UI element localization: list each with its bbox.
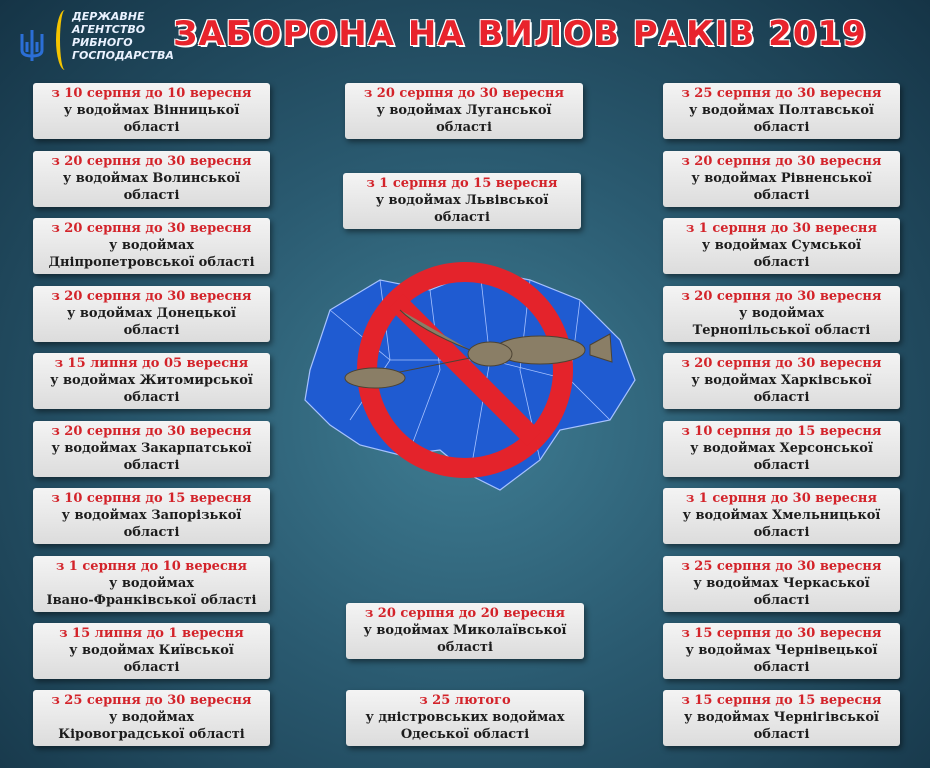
ban-date: з 1 серпня до 10 вересня: [55, 559, 247, 574]
ban-region-line-2: області: [123, 188, 180, 203]
ban-card-right-1: [663, 151, 900, 207]
ban-date: з 10 серпня до 15 вересня: [51, 491, 252, 506]
ban-card-right-3: [663, 286, 900, 342]
ban-card-center-0: [345, 83, 583, 139]
ban-region-line: у водоймах Волинської: [62, 171, 241, 186]
ban-region-line: у водоймах Львівської: [375, 193, 549, 208]
ban-region-line-2: Одеської області: [400, 727, 530, 742]
ban-card-right-9: [663, 690, 900, 746]
ban-card-left-3: [33, 286, 270, 342]
ban-date: з 1 серпня до 30 вересня: [685, 221, 877, 236]
ban-date: з 15 липня до 05 вересня: [54, 356, 249, 371]
ban-card-right-8: [663, 623, 900, 679]
ban-region-line: у водоймах Черкаської: [693, 576, 870, 591]
ban-date: з 25 серпня до 30 вересня: [51, 693, 252, 708]
ban-region-line-2: області: [437, 640, 493, 655]
ban-region-line: у водоймах: [739, 306, 824, 321]
ban-region-line: у водоймах Миколаївської: [363, 623, 567, 638]
ban-card-right-6: [663, 488, 900, 544]
ban-date: з 20 серпня до 30 вересня: [681, 154, 882, 169]
ban-date: з 10 серпня до 15 вересня: [681, 424, 882, 439]
ban-date: з 20 серпня до 30 вересня: [681, 289, 882, 304]
ban-region-line: у водоймах Донецької: [67, 306, 236, 321]
ban-date: з 25 серпня до 30 вересня: [681, 559, 882, 574]
ban-card-center-3: [346, 690, 584, 746]
ban-region-line-2: області: [753, 390, 810, 405]
ban-region-line-2: Кіровоградської області: [58, 727, 245, 742]
ban-card-left-4: [33, 353, 270, 409]
ban-region-line: у водоймах Київської: [69, 643, 234, 658]
ban-date: з 15 липня до 1 вересня: [59, 626, 244, 641]
ban-region-line: у водоймах Вінницької: [63, 103, 240, 118]
ban-region-line: у водоймах Сумської: [701, 238, 862, 253]
ban-region-line: у водоймах: [109, 238, 194, 253]
ban-date: з 15 серпня до 15 вересня: [681, 693, 882, 708]
ban-date: з 25 серпня до 30 вересня: [681, 86, 882, 101]
ban-region-line: у водоймах Херсонської: [690, 441, 873, 456]
ban-region-line-2: області: [753, 593, 810, 608]
ban-region-line-2: області: [753, 458, 810, 473]
ban-card-left-7: [33, 556, 270, 612]
trident-icon: [18, 28, 46, 62]
ban-date: з 1 серпня до 30 вересня: [685, 491, 877, 506]
ban-region-line: у водоймах Харківської: [691, 373, 872, 388]
ban-region-line-2: Дніпропетровської області: [48, 255, 255, 270]
logo-text: ДЕРЖАВНЕ АГЕНТСТВО РИБНОГО ГОСПОДАРСТВА: [72, 10, 174, 62]
ban-region-line: у водоймах Луганської: [376, 103, 552, 118]
ban-card-left-2: [33, 218, 270, 274]
ban-date: з 20 серпня до 30 вересня: [51, 154, 252, 169]
agency-logo: [12, 6, 174, 74]
ban-region-line-2: області: [436, 120, 492, 135]
ban-region-line-2: області: [753, 525, 810, 540]
ban-region-line: у водоймах Полтавської: [689, 103, 874, 118]
ban-card-left-6: [33, 488, 270, 544]
ban-region-line: у водоймах Запорізької: [61, 508, 242, 523]
ban-region-line: у водоймах Чернівецької: [685, 643, 878, 658]
ban-card-center-2: [346, 603, 584, 659]
ban-region-line-2: області: [123, 323, 180, 338]
ban-region-line-2: області: [753, 120, 810, 135]
ukraine-map-no-crayfish-icon: [290, 250, 640, 510]
ban-region-line-2: області: [753, 660, 810, 675]
ban-date: з 1 серпня до 15 вересня: [366, 176, 558, 191]
ban-region-line-2: Івано-Франківської області: [46, 593, 257, 608]
ban-region-line: у водоймах Рівненської: [691, 171, 872, 186]
ban-region-line-2: області: [123, 120, 180, 135]
ban-date: з 20 серпня до 30 вересня: [51, 289, 252, 304]
ban-card-left-5: [33, 421, 270, 477]
ban-date: з 20 серпня до 20 вересня: [364, 606, 566, 621]
ban-region-line: у водоймах: [109, 576, 194, 591]
ban-card-left-9: [33, 690, 270, 746]
ban-card-right-7: [663, 556, 900, 612]
ban-region-line-2: області: [123, 458, 180, 473]
ban-date: з 15 серпня до 30 вересня: [681, 626, 882, 641]
ban-region-line-2: області: [753, 727, 810, 742]
ban-date: з 20 серпня до 30 вересня: [681, 356, 882, 371]
ban-region-line-2: області: [753, 188, 810, 203]
ban-card-left-0: [33, 83, 270, 139]
ban-region-line: у водоймах Чернігівської: [684, 710, 879, 725]
ban-region-line-2: області: [753, 255, 810, 270]
ban-region-line: у водоймах Хмельницької: [682, 508, 881, 523]
ban-region-line-2: області: [123, 660, 180, 675]
ban-region-line-2: Тернопільської області: [692, 323, 871, 338]
ban-card-right-5: [663, 421, 900, 477]
ban-region-line-2: області: [434, 210, 490, 225]
ban-card-center-1: [343, 173, 581, 229]
ban-card-right-0: [663, 83, 900, 139]
ban-region-line-2: області: [123, 525, 180, 540]
ban-region-line: у водоймах: [109, 710, 194, 725]
ban-date: з 20 серпня до 30 вересня: [51, 424, 252, 439]
ban-card-right-4: [663, 353, 900, 409]
page-title: ЗАБОРОНА НА ВИЛОВ РАКІВ 2019: [173, 14, 867, 54]
ban-date: з 20 серпня до 30 вересня: [363, 86, 565, 101]
ban-region-line: у водоймах Закарпатської: [51, 441, 252, 456]
ban-region-line: у водоймах Житомирської: [50, 373, 253, 388]
ban-date: з 10 серпня до 10 вересня: [51, 86, 252, 101]
ban-date: з 25 лютого: [419, 693, 511, 708]
ban-region-line-2: області: [123, 390, 180, 405]
ban-card-right-2: [663, 218, 900, 274]
ban-date: з 20 серпня до 30 вересня: [51, 221, 252, 236]
ban-card-left-8: [33, 623, 270, 679]
ban-card-left-1: [33, 151, 270, 207]
ban-region-line: у дністровських водоймах: [365, 710, 565, 725]
